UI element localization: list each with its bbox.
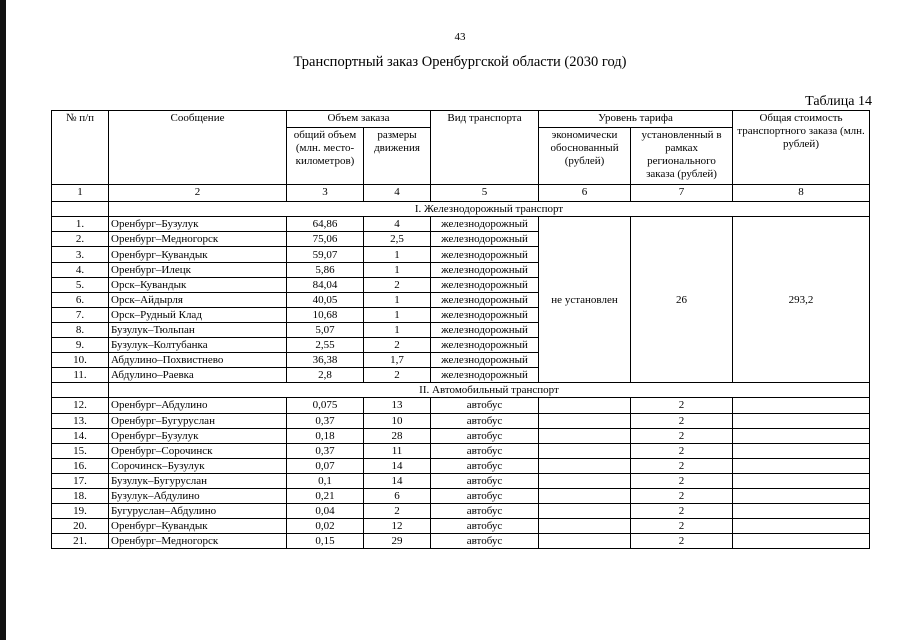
table-row xyxy=(52,428,870,443)
row-number: 2. xyxy=(52,232,109,247)
tariff-set: 2 xyxy=(631,413,733,428)
transport-order-table xyxy=(51,110,870,549)
traffic-size: 1 xyxy=(364,307,431,322)
tariff-economic xyxy=(539,488,631,503)
traffic-size: 2 xyxy=(364,368,431,383)
traffic-size: 6 xyxy=(364,488,431,503)
route-name: Оренбург–Абдулино xyxy=(109,398,287,413)
row-number: 11. xyxy=(52,368,109,383)
tariff-set: 2 xyxy=(631,458,733,473)
volume-total: 36,38 xyxy=(287,353,364,368)
transport-type: железнодорожный xyxy=(431,277,539,292)
route-name: Оренбург–Медногорск xyxy=(109,232,287,247)
header-transport-type: Вид транспорта xyxy=(431,111,539,185)
table-body xyxy=(52,202,870,549)
transport-type: железнодорожный xyxy=(431,217,539,232)
tariff-set: 2 xyxy=(631,488,733,503)
header-volume-total: общий объем (млн. место-километров) xyxy=(287,128,364,185)
tariff-economic xyxy=(539,398,631,413)
total-cost xyxy=(733,398,870,413)
route-name: Сорочинск–Бузулук xyxy=(109,458,287,473)
traffic-size: 1,7 xyxy=(364,353,431,368)
column-number-row xyxy=(52,185,870,202)
table-row xyxy=(52,504,870,519)
transport-type: автобус xyxy=(431,428,539,443)
document-title: Транспортный заказ Оренбургской области (2030 год) xyxy=(293,54,627,70)
table-row xyxy=(52,473,870,488)
tariff-economic xyxy=(539,413,631,428)
volume-total: 0,37 xyxy=(287,443,364,458)
traffic-size: 2,5 xyxy=(364,232,431,247)
volume-total: 2,8 xyxy=(287,368,364,383)
route-name: Оренбург–Бугуруслан xyxy=(109,413,287,428)
table-row xyxy=(52,413,870,428)
row-number: 10. xyxy=(52,353,109,368)
tariff-economic xyxy=(539,473,631,488)
volume-total: 0,37 xyxy=(287,413,364,428)
traffic-size: 1 xyxy=(364,322,431,337)
table-row xyxy=(52,458,870,473)
section-title: II. Автомобильный транспорт xyxy=(109,383,870,398)
route-name: Оренбург–Кувандык xyxy=(109,519,287,534)
total-cost xyxy=(733,458,870,473)
row-number: 8. xyxy=(52,322,109,337)
total-cost xyxy=(733,488,870,503)
route-name: Абдулино–Похвистнево xyxy=(109,353,287,368)
transport-type: железнодорожный xyxy=(431,292,539,307)
traffic-size: 4 xyxy=(364,217,431,232)
transport-type: автобус xyxy=(431,534,539,549)
tariff-set: 2 xyxy=(631,534,733,549)
row-number: 7. xyxy=(52,307,109,322)
traffic-size: 12 xyxy=(364,519,431,534)
header-volume: Объем заказа xyxy=(287,111,431,128)
table-row xyxy=(52,534,870,549)
column-number: 4 xyxy=(364,185,431,202)
transport-type: автобус xyxy=(431,443,539,458)
route-name: Бузулук–Тюльпан xyxy=(109,322,287,337)
transport-type: железнодорожный xyxy=(431,262,539,277)
tariff-economic: не установлен xyxy=(539,217,631,383)
header-row-1 xyxy=(52,111,870,128)
transport-type: автобус xyxy=(431,504,539,519)
tariff-economic xyxy=(539,519,631,534)
table-label: Таблица 14 xyxy=(805,94,872,109)
row-number: 18. xyxy=(52,488,109,503)
row-number: 1. xyxy=(52,217,109,232)
route-name: Оренбург–Кувандык xyxy=(109,247,287,262)
page-number: 43 xyxy=(454,31,466,43)
traffic-size: 2 xyxy=(364,277,431,292)
transport-type: автобус xyxy=(431,519,539,534)
row-number: 14. xyxy=(52,428,109,443)
section-row xyxy=(52,383,870,398)
volume-total: 0,18 xyxy=(287,428,364,443)
header-tariff-set: установленный в рамках регионального заказа (рублей) xyxy=(631,128,733,185)
row-number: 4. xyxy=(52,262,109,277)
transport-type: железнодорожный xyxy=(431,322,539,337)
traffic-size: 10 xyxy=(364,413,431,428)
column-number: 3 xyxy=(287,185,364,202)
volume-total: 0,15 xyxy=(287,534,364,549)
tariff-set: 2 xyxy=(631,398,733,413)
traffic-size: 14 xyxy=(364,473,431,488)
column-number: 6 xyxy=(539,185,631,202)
transport-type: железнодорожный xyxy=(431,338,539,353)
volume-total: 0,07 xyxy=(287,458,364,473)
volume-total: 0,02 xyxy=(287,519,364,534)
total-cost xyxy=(733,534,870,549)
row-number: 19. xyxy=(52,504,109,519)
traffic-size: 11 xyxy=(364,443,431,458)
tariff-economic xyxy=(539,458,631,473)
volume-total: 2,55 xyxy=(287,338,364,353)
route-name: Бузулук–Бугуруслан xyxy=(109,473,287,488)
table-row xyxy=(52,519,870,534)
volume-total: 59,07 xyxy=(287,247,364,262)
table-row xyxy=(52,443,870,458)
row-number: 9. xyxy=(52,338,109,353)
transport-type: автобус xyxy=(431,458,539,473)
transport-type: железнодорожный xyxy=(431,247,539,262)
traffic-size: 2 xyxy=(364,338,431,353)
tariff-economic xyxy=(539,534,631,549)
row-number: 3. xyxy=(52,247,109,262)
route-name: Бузулук–Колтубанка xyxy=(109,338,287,353)
tariff-set: 2 xyxy=(631,428,733,443)
tariff-set: 2 xyxy=(631,504,733,519)
volume-total: 0,21 xyxy=(287,488,364,503)
traffic-size: 2 xyxy=(364,504,431,519)
tariff-set: 2 xyxy=(631,443,733,458)
route-name: Оренбург–Медногорск xyxy=(109,534,287,549)
traffic-size: 1 xyxy=(364,262,431,277)
route-name: Оренбург–Сорочинск xyxy=(109,443,287,458)
transport-type: автобус xyxy=(431,488,539,503)
column-number: 1 xyxy=(52,185,109,202)
traffic-size: 1 xyxy=(364,292,431,307)
total-cost xyxy=(733,504,870,519)
table-row xyxy=(52,217,870,232)
volume-total: 5,07 xyxy=(287,322,364,337)
header-tariff: Уровень тарифа xyxy=(539,111,733,128)
route-name: Орск–Рудный Клад xyxy=(109,307,287,322)
row-number: 20. xyxy=(52,519,109,534)
tariff-set: 26 xyxy=(631,217,733,383)
section-row xyxy=(52,202,870,217)
route-name: Оренбург–Бузулук xyxy=(109,428,287,443)
transport-type: железнодорожный xyxy=(431,232,539,247)
column-number: 7 xyxy=(631,185,733,202)
volume-total: 84,04 xyxy=(287,277,364,292)
table-row xyxy=(52,398,870,413)
header-volume-traffic: размеры движения xyxy=(364,128,431,185)
total-cost xyxy=(733,443,870,458)
volume-total: 5,86 xyxy=(287,262,364,277)
total-cost xyxy=(733,413,870,428)
table-row xyxy=(52,488,870,503)
column-number: 8 xyxy=(733,185,870,202)
volume-total: 0,075 xyxy=(287,398,364,413)
route-name: Оренбург–Бузулук xyxy=(109,217,287,232)
header-num: № п/п xyxy=(52,111,109,185)
transport-type: железнодорожный xyxy=(431,307,539,322)
transport-type: железнодорожный xyxy=(431,368,539,383)
volume-total: 64,86 xyxy=(287,217,364,232)
traffic-size: 1 xyxy=(364,247,431,262)
route-name: Орск–Кувандык xyxy=(109,277,287,292)
route-name: Абдулино–Раевка xyxy=(109,368,287,383)
volume-total: 75,06 xyxy=(287,232,364,247)
row-number: 6. xyxy=(52,292,109,307)
volume-total: 10,68 xyxy=(287,307,364,322)
tariff-set: 2 xyxy=(631,473,733,488)
section-empty-cell xyxy=(52,202,109,217)
traffic-size: 14 xyxy=(364,458,431,473)
transport-type: автобус xyxy=(431,413,539,428)
route-name: Бугуруслан–Абдулино xyxy=(109,504,287,519)
tariff-economic xyxy=(539,443,631,458)
column-number: 5 xyxy=(431,185,539,202)
tariff-economic xyxy=(539,504,631,519)
traffic-size: 29 xyxy=(364,534,431,549)
row-number: 5. xyxy=(52,277,109,292)
tariff-economic xyxy=(539,428,631,443)
row-number: 17. xyxy=(52,473,109,488)
tariff-set: 2 xyxy=(631,519,733,534)
header-route: Сообщение xyxy=(109,111,287,185)
section-title: I. Железнодорожный транспорт xyxy=(109,202,870,217)
transport-type: автобус xyxy=(431,398,539,413)
volume-total: 0,1 xyxy=(287,473,364,488)
traffic-size: 28 xyxy=(364,428,431,443)
row-number: 15. xyxy=(52,443,109,458)
traffic-size: 13 xyxy=(364,398,431,413)
route-name: Бузулук–Абдулино xyxy=(109,488,287,503)
transport-type: автобус xyxy=(431,473,539,488)
total-cost xyxy=(733,428,870,443)
row-number: 16. xyxy=(52,458,109,473)
total-cost xyxy=(733,519,870,534)
volume-total: 0,04 xyxy=(287,504,364,519)
row-number: 12. xyxy=(52,398,109,413)
total-cost: 293,2 xyxy=(733,217,870,383)
scan-edge-bar xyxy=(0,0,6,640)
header-total-cost: Общая стоимость транспортного заказа (млн. рублей) xyxy=(733,111,870,185)
route-name: Орск–Айдырля xyxy=(109,292,287,307)
section-empty-cell xyxy=(52,383,109,398)
column-number: 2 xyxy=(109,185,287,202)
transport-type: железнодорожный xyxy=(431,353,539,368)
row-number: 21. xyxy=(52,534,109,549)
volume-total: 40,05 xyxy=(287,292,364,307)
header-tariff-economic: экономически обоснованный (рублей) xyxy=(539,128,631,185)
route-name: Оренбург–Илецк xyxy=(109,262,287,277)
row-number: 13. xyxy=(52,413,109,428)
total-cost xyxy=(733,473,870,488)
